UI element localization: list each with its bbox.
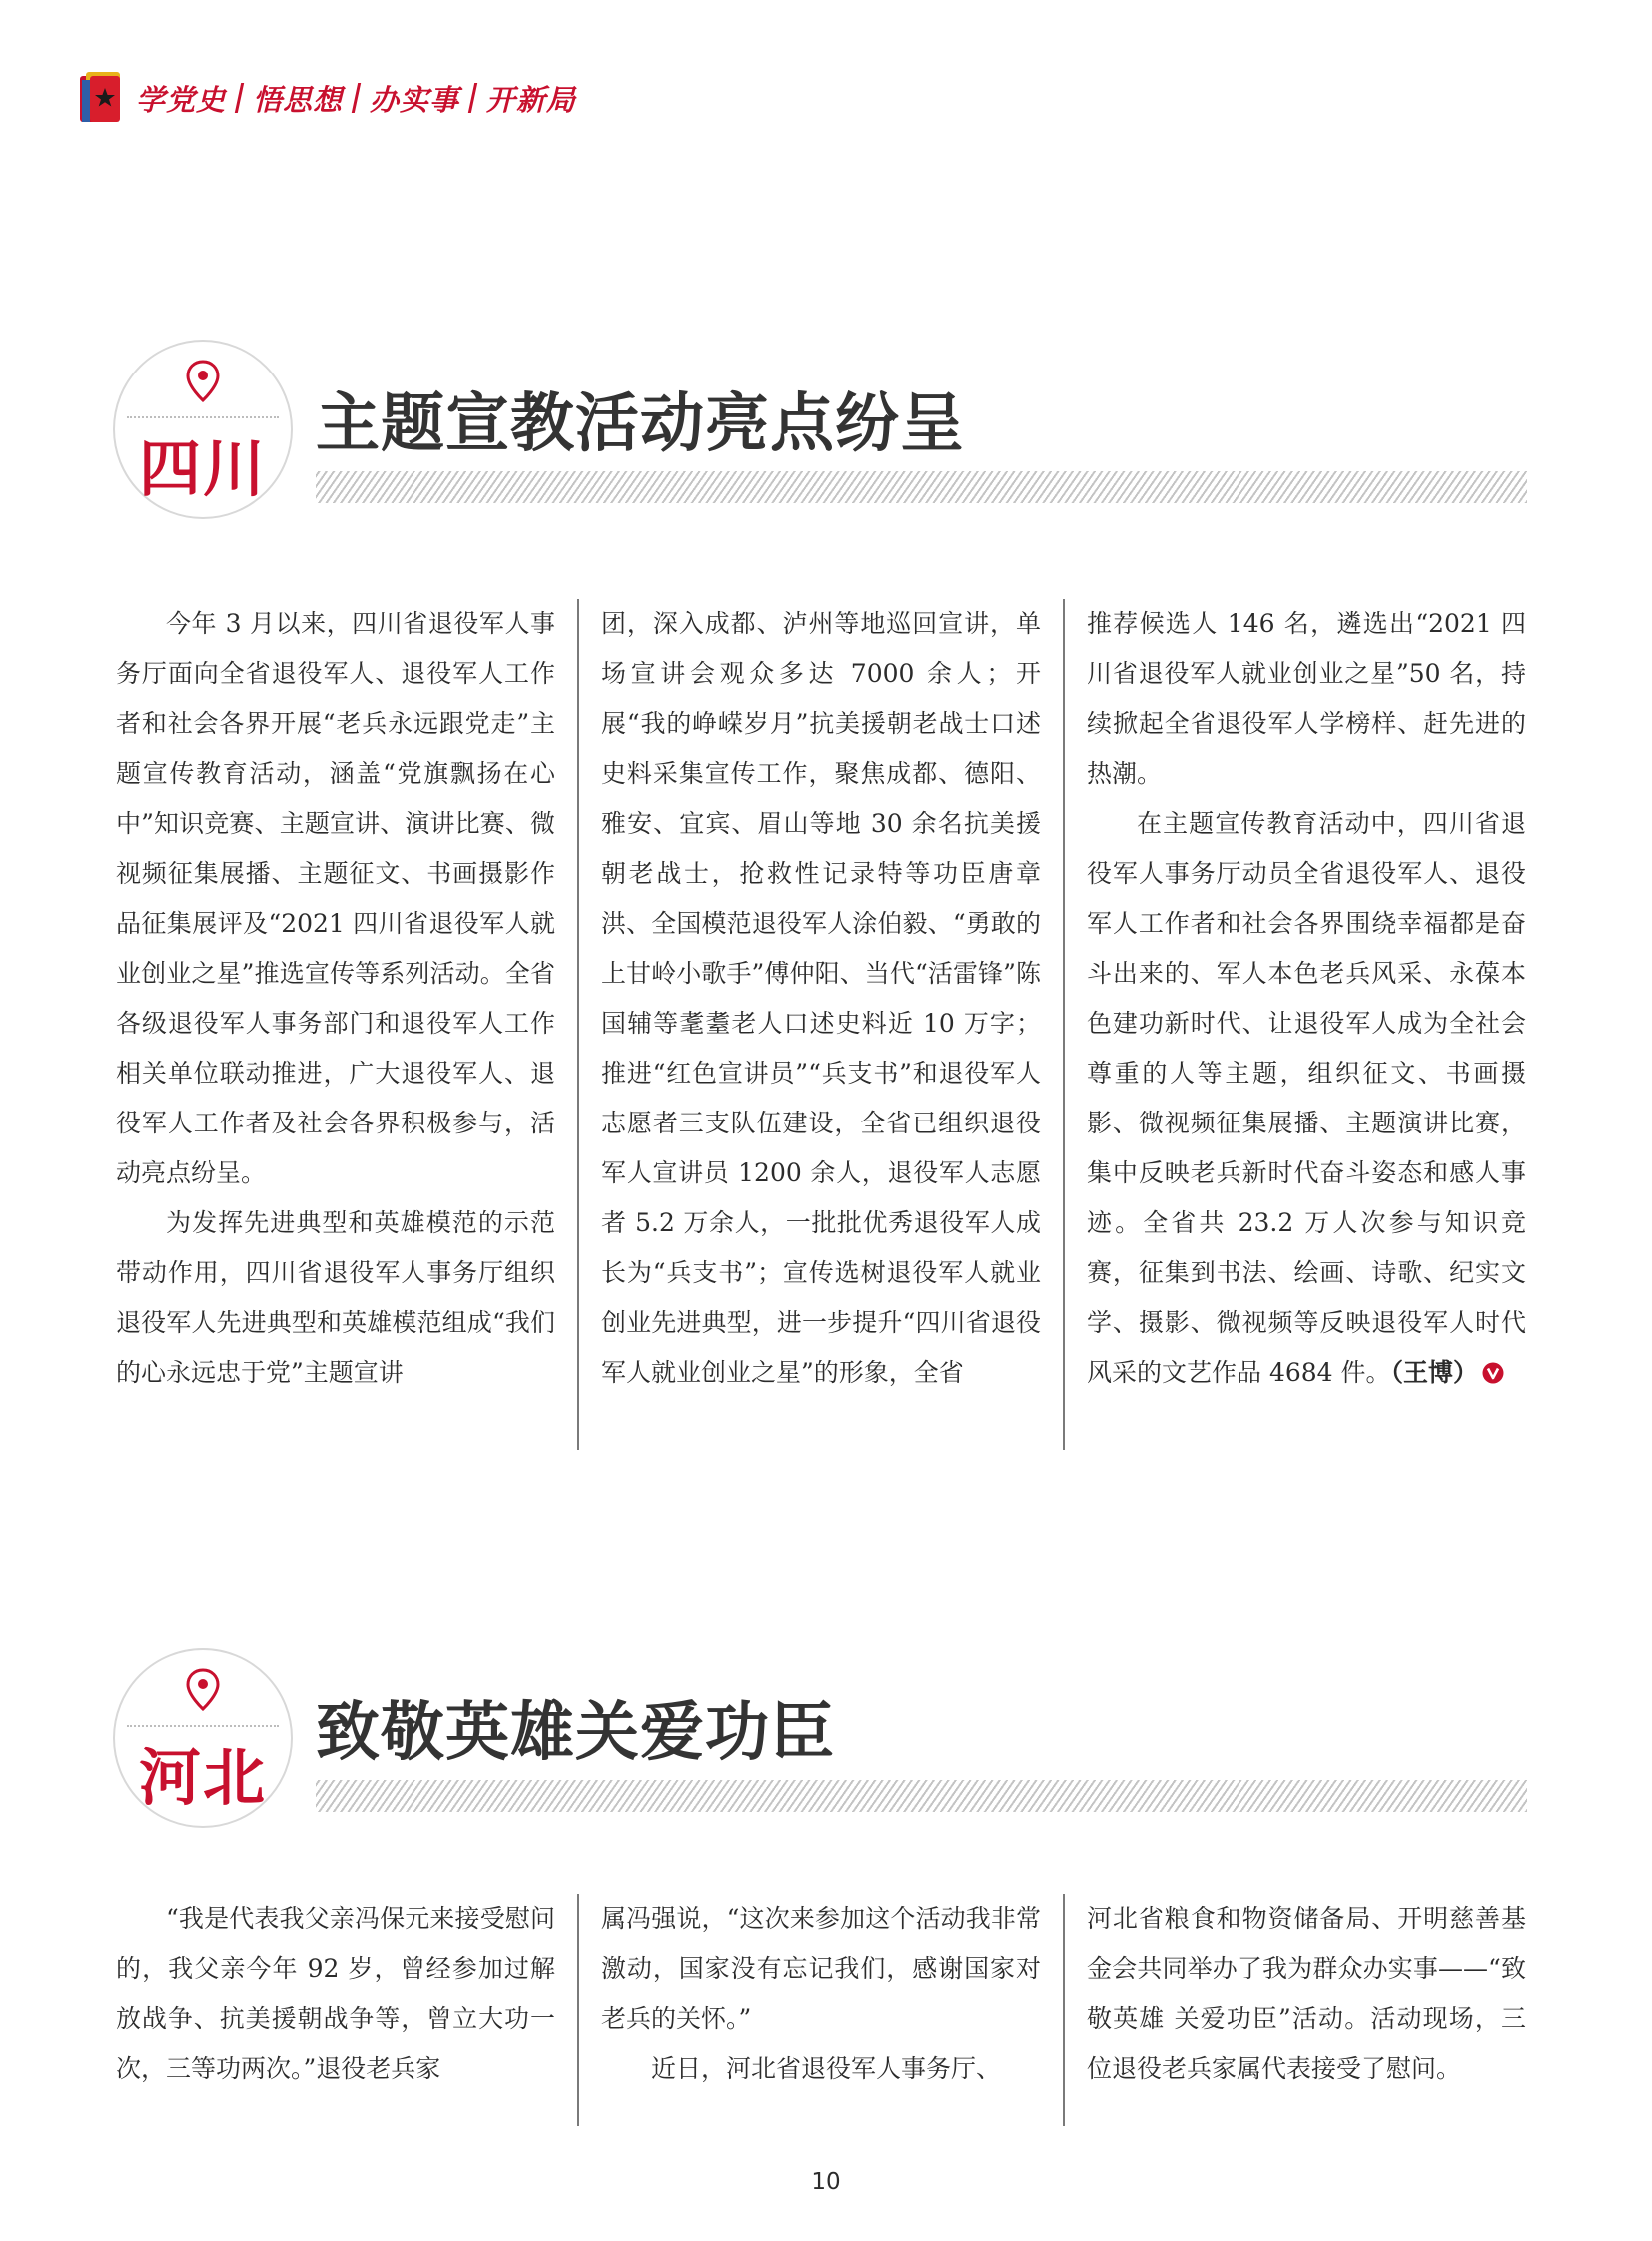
badge-divider [127,416,279,418]
slogan-divider [468,83,477,113]
slogan-item: 悟思想 [253,82,344,117]
paragraph: 团，深入成都、泸州等地巡回宣讲，单场宣讲会观众多达 7000 余人；开展“我的峥嵘岁月”抗美援朝老战士口述史料采集宣传工作，聚焦成都、德阳、雅安、宜宾、眉山等地 30 余名抗美援朝老战士，抢救性记录特等功臣唐章洪、全国模范退役军人涂伯毅、“勇敢的上甘岭小歌手”傅仲阳、当代“活雷锋”陈国辅等耄耋老人口述史料近 10 万字；推进“红色宣讲员”“兵支书”和退役军人志愿者三支队伍建设，全省已组织退役军人宣讲员 1200 余人，退役军人志愿者 5.2 万余人，一批批优秀退役军人成长为“兵支书”；宣传选树退役军人就业创业先进典型，进一步提升“四川省退役军人就业创业之星”的形象，全省 [601,609,1041,1387]
section-title: 致敬英雄关爱功臣 [316,1696,835,1770]
text-column [1063,599,1526,1450]
page-header [78,70,576,126]
slogan-item: 办实事 [370,82,460,117]
text-column [116,599,577,1450]
slogan-divider [235,83,244,113]
slogan [136,78,576,119]
title-stripe [316,1780,1527,1812]
article-body-sichuan [116,599,1526,1450]
slogan-item: 学党史 [136,82,227,117]
badge-divider [127,1725,279,1727]
region-badge [113,1648,293,1828]
region-name: 河北 [138,1741,267,1814]
text-column [1063,1894,1526,2126]
text-column [577,1894,1063,2126]
paragraph [1087,799,1526,1398]
text-column [116,1894,577,2126]
region-name: 四川 [138,432,267,505]
text-column [577,599,1063,1450]
book-star-icon [78,70,124,126]
paragraph: 推荐候选人 146 名，遴选出“2021 四川省退役军人就业创业之星”50 名，持续掀起全省退役军人学榜样、赶先进的热潮。 [1087,609,1526,788]
slogan-divider [352,83,361,113]
location-pin-icon [185,1668,221,1712]
section-title: 主题宣教活动亮点纷呈 [316,387,965,461]
paragraph: 属冯强说，“这次来参加这个活动我非常激动，国家没有忘记我们，感谢国家对老兵的关怀。” [601,1904,1041,2033]
v-end-mark-icon [1482,1362,1504,1384]
region-badge [113,340,293,519]
location-pin-icon [185,360,221,403]
title-stripe [316,471,1527,503]
author-credit: （王博） [1390,1358,1479,1387]
paragraph: 近日，河北省退役军人事务厅、 [651,2054,1002,2083]
article-body-hebei [116,1894,1526,2126]
paragraph: 今年 3 月以来，四川省退役军人事务厅面向全省退役军人、退役军人工作者和社会各界开展“老兵永远跟党走”主题宣传教育活动，涵盖“党旗飘扬在心中”知识竞赛、主题宣讲、演讲比赛、微视频征集展播、主题征文、书画摄影作品征集展评及“2021 四川省退役军人就业创业之星”推选宣传等系列活动。全省各级退役军人事务部门和退役军人工作相关单位联动推进，广大退役军人、退役军人工作者及社会各界积极参与，活动亮点纷呈。 [116,609,555,1187]
slogan-item: 开新局 [486,82,577,117]
paragraph-text: 在主题宣传教育活动中，四川省退役军人事务厅动员全省退役军人、退役军人工作者和社会各界围绕幸福都是奋斗出来的、军人本色老兵风采、永葆本色建功新时代、让退役军人成为全社会尊重的人等主题，组织征文、书画摄影、微视频征集展播、主题演讲比赛，集中反映老兵新时代奋斗姿态和感人事迹。全省共 23.2 万人次参与知识竞赛，征集到书法、绘画、诗歌、纪实文学、摄影、微视频等反映退役军人时代风采的文艺作品 4684 件。 [1087,809,1526,1387]
page-number: 10 [811,2169,841,2195]
paragraph: 河北省粮食和物资储备局、开明慈善基金会共同举办了我为群众办实事——“致敬英雄 关爱功臣”活动。活动现场，三位退役老兵家属代表接受了慰问。 [1087,1904,1526,2083]
paragraph: “我是代表我父亲冯保元来接受慰问的，我父亲今年 92 岁，曾经参加过解放战争、抗美援朝战争等，曾立大功一次，三等功两次。”退役老兵家 [116,1904,555,2083]
paragraph: 为发挥先进典型和英雄模范的示范带动作用，四川省退役军人事务厅组织退役军人先进典型和英雄模范组成“我们的心永远忠于党”主题宣讲 [116,1208,555,1387]
